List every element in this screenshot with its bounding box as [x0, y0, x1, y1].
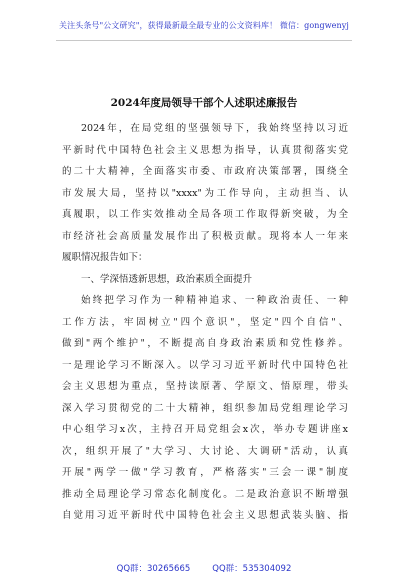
header-divider	[56, 40, 352, 41]
body-line: 2024年，在局党组的坚强领导下，我始终坚持以习近	[81, 123, 348, 134]
qq-footer	[0, 562, 408, 574]
body-line: 市经济社会高质量发展作出了积极贡献。现将本人一年来	[62, 230, 348, 242]
body-line: 深入学习贯彻党的二十大精神，组织参加局党组理论学习	[62, 402, 348, 414]
qq-group-2: QQ群：535304092	[212, 564, 292, 574]
document-body	[62, 118, 348, 527]
body-line: 自觉用习近平新时代中国特色社会主义思想武装头脑、指	[62, 510, 348, 521]
body-line: 工作方法，牢固树立"四个意识"，坚定"四个自信"、	[62, 316, 348, 328]
body-line: 的二十大精神，全面落实市委、市政府决策部署，围绕全	[62, 166, 348, 177]
document-title: 2024年度局领导干部个人述职述廉报告	[110, 97, 298, 109]
section-heading: 一、学深悟透新思想，政治素质全面提升	[81, 273, 253, 285]
body-line: 始终把学习作为一种精神追求、一种政治责任、一种	[81, 295, 348, 306]
body-line: 真履职，以工作实效推动全局各项工作取得新突破，为全	[62, 209, 348, 220]
body-line: 次，组织开展了"大学习、大讨论、大调研"活动，认真	[62, 445, 348, 457]
promo-header: 关注头条号"公文研究"，获得最新最全最专业的公文资料库！ 微信：gongwenyj	[59, 21, 349, 30]
body-line: 履职情况报告如下：	[62, 252, 148, 263]
body-line: 开展"两学一做"学习教育，严格落实"三会一课"制度	[62, 467, 348, 478]
qq-group-1: QQ群：30265665	[116, 564, 191, 574]
body-line: 一是理论学习不断深入。以学习习近平新时代中国特色社	[62, 359, 348, 371]
body-line: 市发展大局，坚持以"xxxx"为工作导向，主动担当、认	[62, 187, 348, 199]
body-line: 中心组学习x次，主持召开局党组会x次，举办专题讲座x	[62, 424, 348, 435]
body-line: 做到"两个维护"，不断提高自身政治素质和党性修养。	[62, 338, 348, 349]
body-line: 会主义思想为重点，坚持读原著、学原文、悟原理，带头	[62, 381, 348, 392]
body-line: 平新时代中国特色社会主义思想为指导，认真贯彻落实党	[62, 144, 348, 156]
body-line: 推动全局理论学习常态化制度化。二是政治意识不断增强	[62, 488, 348, 500]
